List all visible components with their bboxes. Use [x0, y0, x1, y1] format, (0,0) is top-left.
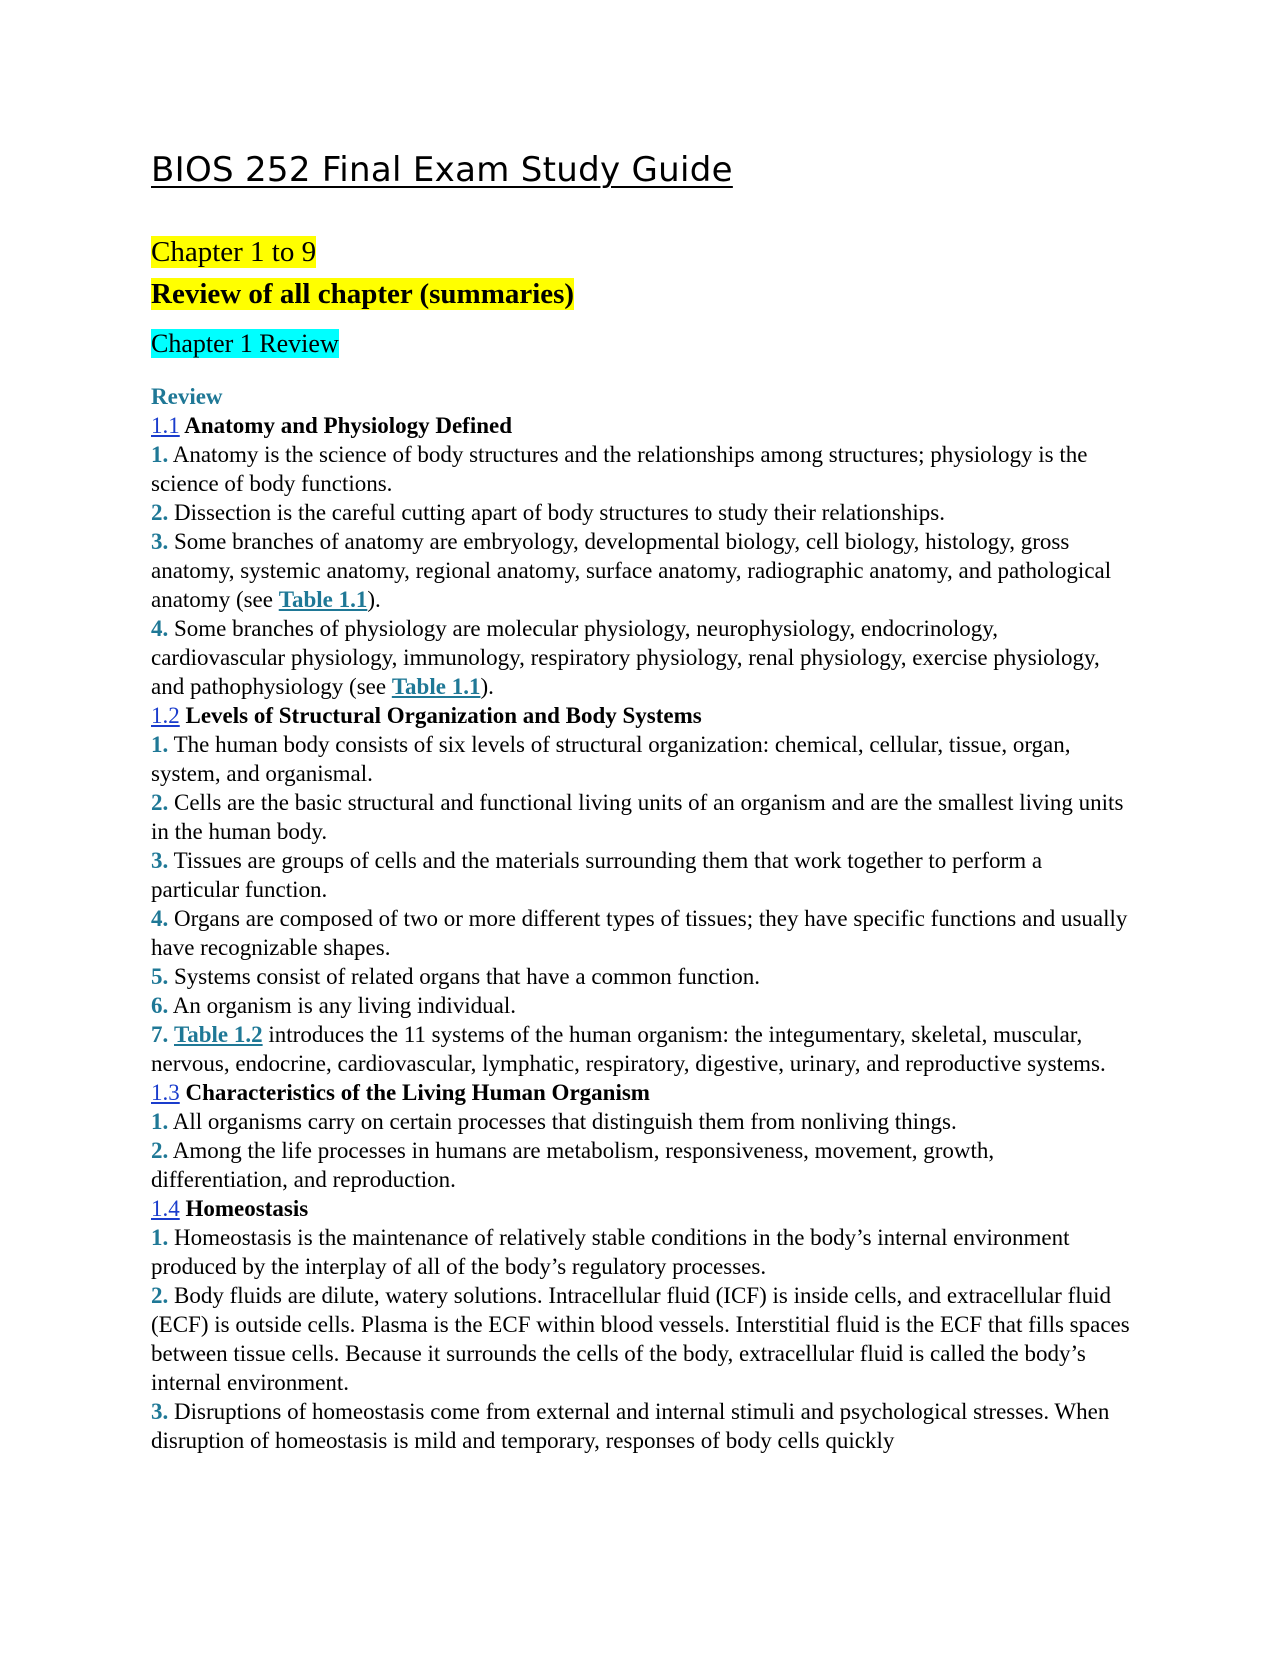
section-number-link[interactable]: 1.4 [151, 1196, 180, 1221]
item-text: Body fluids are dilute, watery solutions. Intracellular fluid (ICF) is inside cells, and extracellular fluid (ECF) is outside cells. Plasma is the ECF within blood vessels. Interstitial fluid is the ECF that fills spaces between tissue cells. Because it surrounds the cells of the body, extracellular fluid is called the body’s internal environment. [151, 1283, 1130, 1395]
list-item [151, 1020, 1131, 1078]
list-item [151, 962, 1131, 991]
item-number: 5. [151, 964, 169, 989]
list-item [151, 1136, 1131, 1194]
chapter-range-heading [151, 232, 1131, 272]
item-text: Organs are composed of two or more different types of tissues; they have specific functions and usually have recognizable shapes. [151, 906, 1128, 960]
item-number: 7. [151, 1022, 169, 1047]
item-text: An organism is any living individual. [172, 993, 517, 1018]
section-heading [151, 1078, 1131, 1107]
list-item [151, 846, 1131, 904]
item-text: ). [480, 674, 494, 699]
list-item [151, 1107, 1131, 1136]
item-number: 1. [151, 442, 169, 467]
list-item [151, 440, 1131, 498]
document-content [151, 146, 1131, 1455]
list-item [151, 527, 1131, 614]
chapter-review-heading [151, 326, 1131, 362]
item-text: ). [367, 587, 381, 612]
item-text: Tissues are groups of cells and the materials surrounding them that work together to perform a particular function. [151, 848, 1043, 902]
chapter-range-text: Chapter 1 to 9 [151, 236, 317, 268]
section-title: Anatomy and Physiology Defined [184, 413, 513, 438]
item-text: All organisms carry on certain processes that distinguish them from nonliving things. [172, 1109, 957, 1134]
list-item [151, 991, 1131, 1020]
table-link[interactable]: Table 1.1 [391, 674, 481, 699]
item-number: 2. [151, 1283, 169, 1308]
item-number: 3. [151, 848, 169, 873]
section-title: Homeostasis [185, 1196, 309, 1221]
section-heading [151, 1194, 1131, 1223]
item-number: 2. [151, 1138, 169, 1163]
document-title: BIOS 252 Final Exam Study Guide [151, 150, 733, 190]
section-heading [151, 701, 1131, 730]
chapter-review-text: Chapter 1 Review [151, 329, 339, 358]
item-text: Dissection is the careful cutting apart of body structures to study their relationships. [174, 500, 945, 525]
table-link[interactable]: Table 1.1 [278, 587, 368, 612]
item-text: Cells are the basic structural and functional living units of an organism and are the smallest living units in the human body. [151, 790, 1124, 844]
list-item [151, 498, 1131, 527]
review-sections [151, 411, 1131, 1455]
list-item [151, 904, 1131, 962]
section-title: Levels of Structural Organization and Body Systems [185, 703, 702, 728]
item-text: introduces the 11 systems of the human organism: the integumentary, skeletal, muscular, nervous, endocrine, cardiovascular, lymphatic, respiratory, digestive, urinary, and reproductive systems. [151, 1022, 1106, 1076]
item-text: Disruptions of homeostasis come from external and internal stimuli and psychological stresses. When disruption of homeostasis is mild and temporary, responses of body cells quickly [151, 1399, 1110, 1453]
section-number-link[interactable]: 1.2 [151, 703, 180, 728]
item-number: 2. [151, 500, 169, 525]
review-all-text: Review of all chapter (summaries) [151, 278, 575, 310]
list-item [151, 730, 1131, 788]
review-all-heading [151, 274, 1131, 314]
item-number: 1. [151, 732, 169, 757]
list-item [151, 614, 1131, 701]
section-number-link[interactable]: 1.3 [151, 1080, 180, 1105]
item-text: Some branches of physiology are molecular physiology, neurophysiology, endocrinology, cardiovascular physiology, immunology, respiratory physiology, renal physiology, exercise physiology, and pathophysiology (see [151, 616, 1100, 699]
item-text: The human body consists of six levels of structural organization: chemical, cellular, tissue, organ, system, and organismal. [151, 732, 1071, 786]
section-number-link[interactable]: 1.1 [151, 413, 180, 438]
list-item [151, 1223, 1131, 1281]
item-number: 4. [151, 906, 169, 931]
list-item [151, 1281, 1131, 1397]
item-text: Systems consist of related organs that have a common function. [174, 964, 760, 989]
item-number: 1. [151, 1109, 169, 1134]
item-number: 6. [151, 993, 169, 1018]
item-text: Anatomy is the science of body structures and the relationships among structures; physiology is the science of body functions. [151, 442, 1088, 496]
section-title: Characteristics of the Living Human Organism [185, 1080, 650, 1105]
review-label: Review [151, 384, 223, 409]
item-number: 4. [151, 616, 169, 641]
list-item [151, 1397, 1131, 1455]
list-item [151, 788, 1131, 846]
section-heading [151, 411, 1131, 440]
item-text: Some branches of anatomy are embryology, developmental biology, cell biology, histology, gross anatomy, systemic anatomy, regional anatomy, surface anatomy, radiographic anatomy, and pathological anatomy (see [151, 529, 1112, 612]
item-text: Homeostasis is the maintenance of relatively stable conditions in the body’s internal environment produced by the interplay of all of the body’s regulatory processes. [151, 1225, 1070, 1279]
item-number: 3. [151, 529, 169, 554]
table-link[interactable]: Table 1.2 [174, 1022, 263, 1047]
item-number: 1. [151, 1225, 169, 1250]
item-number: 3. [151, 1399, 169, 1424]
item-text: Among the life processes in humans are metabolism, responsiveness, movement, growth, differentiation, and reproduction. [151, 1138, 995, 1192]
item-number: 2. [151, 790, 169, 815]
